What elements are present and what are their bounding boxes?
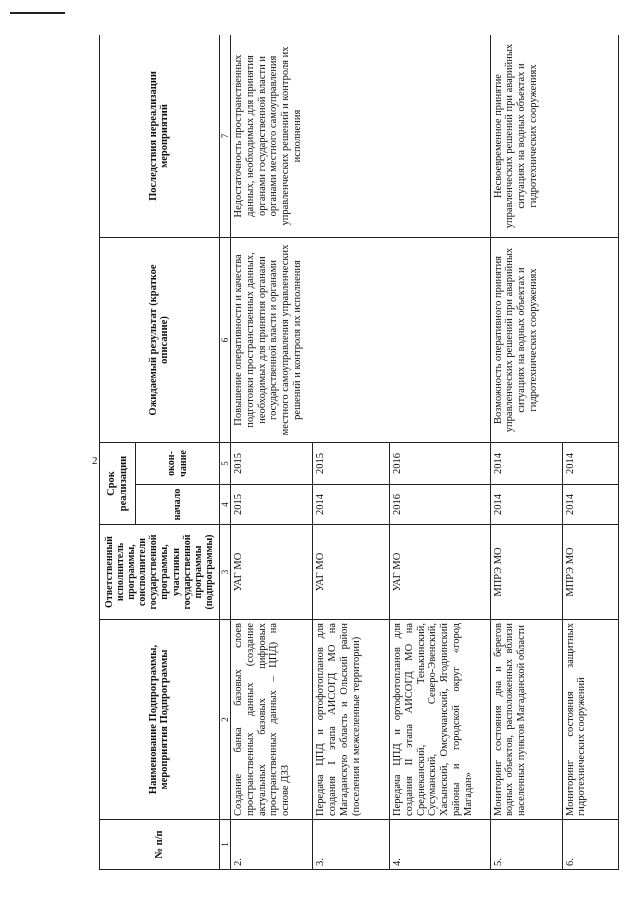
row-result: Повышение оперативности и качества подготовки пространственных данных, необходимых для принятия органами государственной власти и органами местного самоуправления управленческих решений и контроля их исполнения <box>231 238 491 443</box>
row-end: 2014 <box>562 443 618 485</box>
row-consequences: Недостаточность пространственных данных, необходимых для принятия органами государственной власти и органами местного самоуправления управленческих решений и контроля их исполнения <box>231 35 491 238</box>
header-num: № п/п <box>100 820 220 870</box>
header-term: Срок реализации <box>100 443 136 525</box>
row-end: 2016 <box>390 443 491 485</box>
row-num: 4. <box>390 820 491 870</box>
row-num: 6. <box>562 820 618 870</box>
row-name: Мониторинг состояния защитных гидротехнических сооружений <box>562 620 618 820</box>
header-consequences: Последствия нереализации мероприятий <box>100 35 220 238</box>
row-responsible: УАГ МО <box>390 525 491 620</box>
page-number: 2 <box>92 455 98 467</box>
row-responsible: МПРЭ МО <box>490 525 562 620</box>
row-name: Мониторинг состояния дна и берегов водных объектов, расположенных вблизи населенных пунктов Магаданской области <box>490 620 562 820</box>
rotated-table-frame <box>99 35 619 870</box>
scan-artifact-line <box>10 12 65 14</box>
column-number: 1 <box>219 820 230 870</box>
column-number: 7 <box>219 35 230 238</box>
row-start: 2014 <box>490 485 562 525</box>
column-number: 2 <box>219 620 230 820</box>
header-responsible: Ответственный исполнитель программы, соисполнители государственной программы, участники государственной программы (подпрограммы) <box>100 525 220 620</box>
measures-table <box>99 35 619 870</box>
header-start: начало <box>136 485 220 525</box>
header-name: Наименование Подпрограммы, мероприятия Подпрограммы <box>100 620 220 820</box>
column-number-row <box>219 35 230 870</box>
row-responsible: УАГ МО <box>231 525 313 620</box>
row-responsible: УАГ МО <box>313 525 390 620</box>
row-start: 2016 <box>390 485 491 525</box>
column-number: 5 <box>219 443 230 485</box>
row-num: 3. <box>313 820 390 870</box>
row-start: 2014 <box>562 485 618 525</box>
row-name: Передача ЦПД и ортофотопланов для создания I этапа АИСОГД МО на Магаданскую область и Ольский район (поселения и межселенные территории) <box>313 620 390 820</box>
column-number: 6 <box>219 238 230 443</box>
row-num: 2. <box>231 820 313 870</box>
header-end: окон-чание <box>136 443 220 485</box>
table-row <box>231 35 313 870</box>
row-result: Возможность оперативного принятия управленческих решений при аварийных ситуациях на водных объектах и гидротехнических сооружениях <box>490 238 618 443</box>
row-end: 2014 <box>490 443 562 485</box>
row-start: 2014 <box>313 485 390 525</box>
header-result: Ожидаемый результат (краткое описание) <box>100 238 220 443</box>
rotated-table-container <box>99 35 619 870</box>
row-name: Создание банка базовых слоев пространственных данных (создание актуальных базовых цифровых пространственных данных – ЦПД) на основе ДЗЗ <box>231 620 313 820</box>
column-number: 4 <box>219 485 230 525</box>
row-name: Передача ЦПД и ортофотопланов для создания II этапа АИСОГД МО на Среднеканский, Тенькинский, Сусуманский, Северо-Эвенский, Хасынский, Омсукчанский, Ягоднинский районы и городской округ «город Магадан» <box>390 620 491 820</box>
row-consequences: Несвоевременное принятие управленческих решений при аварийных ситуациях на водных объектах и гидротехнических сооружениях <box>490 35 618 238</box>
row-end: 2015 <box>313 443 390 485</box>
row-end: 2015 <box>231 443 313 485</box>
row-responsible: МПРЭ МО <box>562 525 618 620</box>
row-start: 2015 <box>231 485 313 525</box>
column-number: 3 <box>219 525 230 620</box>
row-num: 5. <box>490 820 562 870</box>
table-row <box>490 35 562 870</box>
